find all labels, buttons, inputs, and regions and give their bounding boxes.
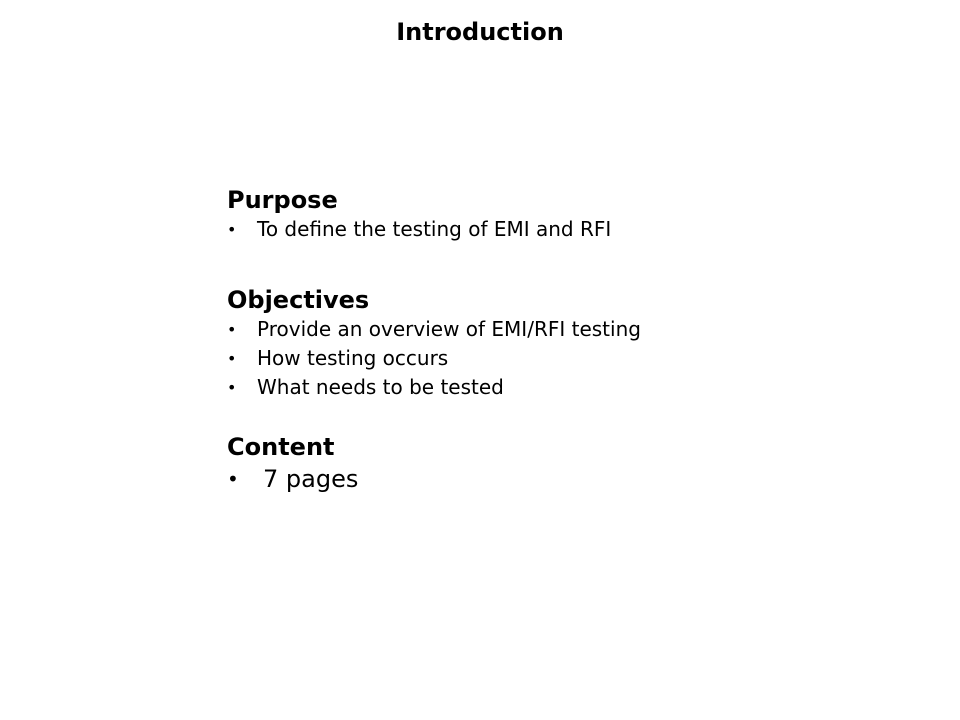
- section-content: [227, 432, 927, 496]
- bullet-list-content: [227, 462, 927, 496]
- bullet-text: To define the testing of EMI and RFI: [257, 217, 612, 241]
- bullet-text: How testing occurs: [257, 346, 449, 370]
- bullet-item: [227, 344, 927, 373]
- bullet-text: What needs to be tested: [257, 375, 504, 399]
- section-objectives: [227, 285, 927, 402]
- bullet-icon: •: [227, 378, 237, 397]
- bullet-item: [227, 215, 927, 244]
- bullet-icon: •: [227, 320, 237, 339]
- bullet-item: [227, 315, 927, 344]
- bullet-text: 7 pages: [263, 465, 359, 493]
- bullet-icon: •: [227, 220, 237, 239]
- section-heading-objectives: Objectives: [227, 286, 370, 314]
- slide-title: Introduction: [396, 18, 564, 46]
- section-heading-purpose: Purpose: [227, 186, 338, 214]
- section-purpose: [227, 185, 927, 244]
- bullet-text: Provide an overview of EMI/RFI testing: [257, 317, 641, 341]
- bullet-icon: •: [227, 349, 237, 368]
- section-heading-content: Content: [227, 433, 335, 461]
- bullet-list-objectives: [227, 315, 927, 402]
- bullet-item: [227, 462, 927, 496]
- bullet-list-purpose: [227, 215, 927, 244]
- bullet-icon: •: [227, 467, 239, 491]
- bullet-item: [227, 373, 927, 402]
